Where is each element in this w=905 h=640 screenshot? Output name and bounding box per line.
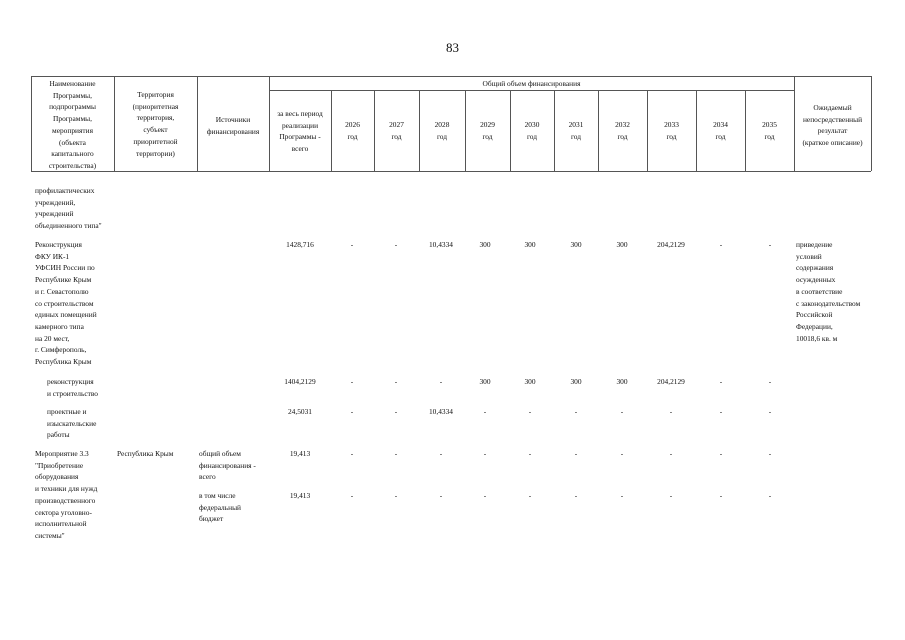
- row-value-year-3: 10,4334: [428, 407, 454, 416]
- row-value-year-5: 300: [524, 377, 536, 386]
- row-value-year-1: -: [350, 377, 354, 386]
- row-value-year-7: 300: [616, 377, 628, 386]
- row-value-year-8: -: [669, 491, 673, 500]
- row-value-total: 24,5031: [287, 407, 313, 416]
- row-value-year-10: -: [768, 377, 772, 386]
- row-source: общий объем финансирования - всего: [199, 449, 256, 482]
- row-value-total: 19,413: [289, 449, 311, 458]
- row-value-year-10: -: [768, 240, 772, 249]
- row-value-year-4: -: [483, 491, 487, 500]
- header-bottom-border: [31, 171, 871, 172]
- row-value-year-8: -: [669, 449, 673, 458]
- row-source: в том числе федеральный бюджет: [199, 491, 241, 524]
- header-year-2: 2027 год: [389, 120, 404, 141]
- row-value-total: 1428,716: [286, 240, 314, 249]
- row-value-year-8: 204,2129: [657, 240, 685, 249]
- header-year-3: 2028 год: [434, 120, 450, 141]
- row-value-year-6: -: [574, 449, 578, 458]
- table-top-border: [31, 76, 871, 77]
- header-year-10: 2035 год: [762, 120, 777, 141]
- header-name-column: Наименование Программы, подпрограммы Программы, мероприятия (объекта капитального строительства): [48, 79, 97, 170]
- row-value-year-2: -: [394, 240, 398, 249]
- header-whole-period: за весь период реализации Программы - всего: [277, 109, 323, 154]
- row-value-year-4: 300: [479, 377, 491, 386]
- row-territory: Республика Крым: [117, 449, 174, 458]
- row-value-year-4: -: [483, 407, 487, 416]
- row-value-year-1: -: [350, 407, 354, 416]
- row-value-year-9: -: [719, 240, 723, 249]
- row-value-year-10: -: [768, 407, 772, 416]
- header-year-7: 2032 год: [615, 120, 630, 141]
- row-value-year-1: -: [350, 240, 354, 249]
- row-value-total: 1404,2129: [284, 377, 316, 386]
- row-value-year-1: -: [350, 449, 354, 458]
- row-value-year-1: -: [350, 491, 354, 500]
- header-year-8: 2033 год: [664, 120, 679, 141]
- header-subdivider: [269, 90, 794, 91]
- row-value-year-5: -: [528, 491, 532, 500]
- row-value-year-8: 204,2129: [657, 377, 685, 386]
- row-value-year-9: -: [719, 449, 723, 458]
- header-territory-column: Территория (приоритетная территория, субъект приоритетной территории): [132, 90, 179, 158]
- row-value-year-5: -: [528, 449, 532, 458]
- row-name: Мероприятие 3.3 "Приобретение оборудования и техники для нужд производственного сектора уголовно- исполнительной системы": [35, 449, 98, 540]
- header-year-1: 2026 год: [345, 120, 360, 141]
- row-value-year-5: -: [528, 407, 532, 416]
- header-total-funding: Общий объем финансирования: [482, 79, 581, 88]
- header-result-column: Ожидаемый непосредственный результат (краткое описание): [802, 103, 863, 148]
- row-value-year-2: -: [394, 491, 398, 500]
- row-value-year-7: -: [620, 491, 624, 500]
- row-value-year-8: -: [669, 407, 673, 416]
- row-value-year-5: 300: [524, 240, 536, 249]
- row-value-year-7: 300: [616, 240, 628, 249]
- row-value-year-4: 300: [479, 240, 491, 249]
- row-name: Реконструкция ФКУ ИК-1 УФСИН России по Республике Крым и г. Севастополю со строительством единых помещений камерного типа на 20 мест, г. Симферополь, Республика Крым: [35, 240, 97, 367]
- row-value-year-6: -: [574, 407, 578, 416]
- row-result: приведение условий содержания осужденных в соответствие с законодательством Российской Федерации, 10018,6 кв. м: [796, 240, 861, 343]
- row-value-year-7: -: [620, 407, 624, 416]
- row-value-year-3: -: [439, 491, 443, 500]
- row-name: реконструкция и строительство: [47, 377, 98, 398]
- row-value-year-4: -: [483, 449, 487, 458]
- header-year-4: 2029 год: [480, 120, 495, 141]
- row-value-year-9: -: [719, 407, 723, 416]
- header-year-6: 2031 год: [568, 120, 584, 141]
- header-year-5: 2030 год: [524, 120, 540, 141]
- row-value-year-3: -: [439, 449, 443, 458]
- row-value-year-6: 300: [570, 240, 582, 249]
- header-sources-column: Источники финансирования: [206, 115, 260, 136]
- row-value-year-9: -: [719, 377, 723, 386]
- row-value-year-10: -: [768, 491, 772, 500]
- row-value-total: 19,413: [289, 491, 311, 500]
- row-value-year-6: -: [574, 491, 578, 500]
- row-value-year-3: 10,4334: [428, 240, 454, 249]
- row-name: профилактических учреждений, учреждений объединенного типа": [35, 186, 102, 231]
- row-value-year-2: -: [394, 377, 398, 386]
- row-value-year-10: -: [768, 449, 772, 458]
- column-divider: [871, 76, 872, 171]
- row-value-year-2: -: [394, 407, 398, 416]
- row-name: проектные и изыскательские работы: [47, 407, 97, 440]
- row-value-year-2: -: [394, 449, 398, 458]
- row-value-year-3: -: [439, 377, 443, 386]
- row-value-year-6: 300: [570, 377, 582, 386]
- header-year-9: 2034 год: [713, 120, 728, 141]
- row-value-year-7: -: [620, 449, 624, 458]
- row-value-year-9: -: [719, 491, 723, 500]
- page-number: 83: [446, 40, 459, 55]
